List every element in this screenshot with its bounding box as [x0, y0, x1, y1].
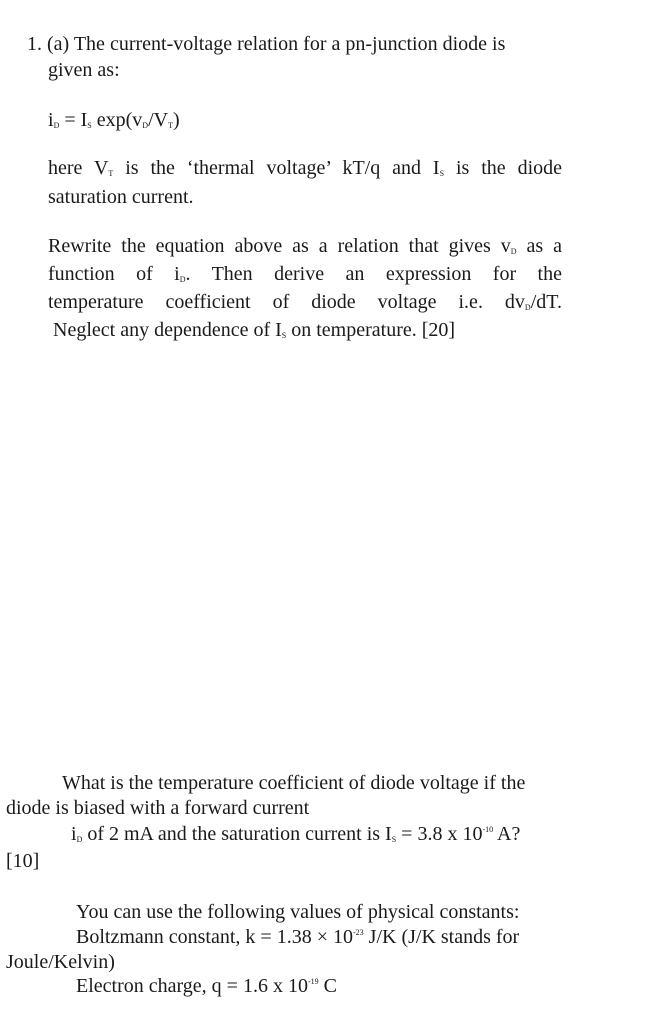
- part-b-line3: $i_D$ of 2 mA and the saturation current is $I_S = 3.8$ x $10^{-10}$ A?: [71, 823, 521, 845]
- part-b-marks: [10]: [6, 850, 40, 872]
- electron-charge: Electron charge, q = 1.6 x $10^{-19}$ C: [76, 975, 337, 997]
- question-number: 1.: [27, 33, 42, 55]
- question-intro-line1: 1. (a) The current-voltage relation for a pn-junction diode is: [27, 33, 506, 55]
- task-line2: function of $i_D$. Then derive an expression for the: [48, 263, 562, 285]
- question-intro-line2: given as:: [48, 59, 120, 81]
- task-line4: Neglect any dependence of $I_S$ on temperature. [20]: [53, 319, 456, 341]
- definition-line2: saturation current.: [48, 186, 194, 208]
- task-line1: Rewrite the equation above as a relation that gives $v_D$ as a: [48, 235, 562, 257]
- boltzmann-constant: Boltzmann constant, $k = 1.38 \times 10^{-23}$ J/K (J/K stands for: [76, 926, 520, 948]
- definition-line1: here $V_T$ is the ‘thermal voltage’ kT/q and $I_S$ is the diode: [48, 157, 562, 179]
- part-b-line1: What is the temperature coefficient of diode voltage if the: [62, 772, 526, 794]
- constants-intro: You can use the following values of physical constants:: [76, 901, 520, 923]
- question-part: (a): [47, 33, 70, 55]
- part-b-line2: diode is biased with a forward current: [6, 797, 310, 819]
- boltzmann-unit-note: Joule/Kelvin): [6, 951, 115, 973]
- diode-equation: $i_D = I_S$ $\exp(v_D/V_T)$: [48, 109, 180, 131]
- task-line3: temperature coefficient of diode voltage i.e. $dv_D/dT$.: [48, 291, 562, 313]
